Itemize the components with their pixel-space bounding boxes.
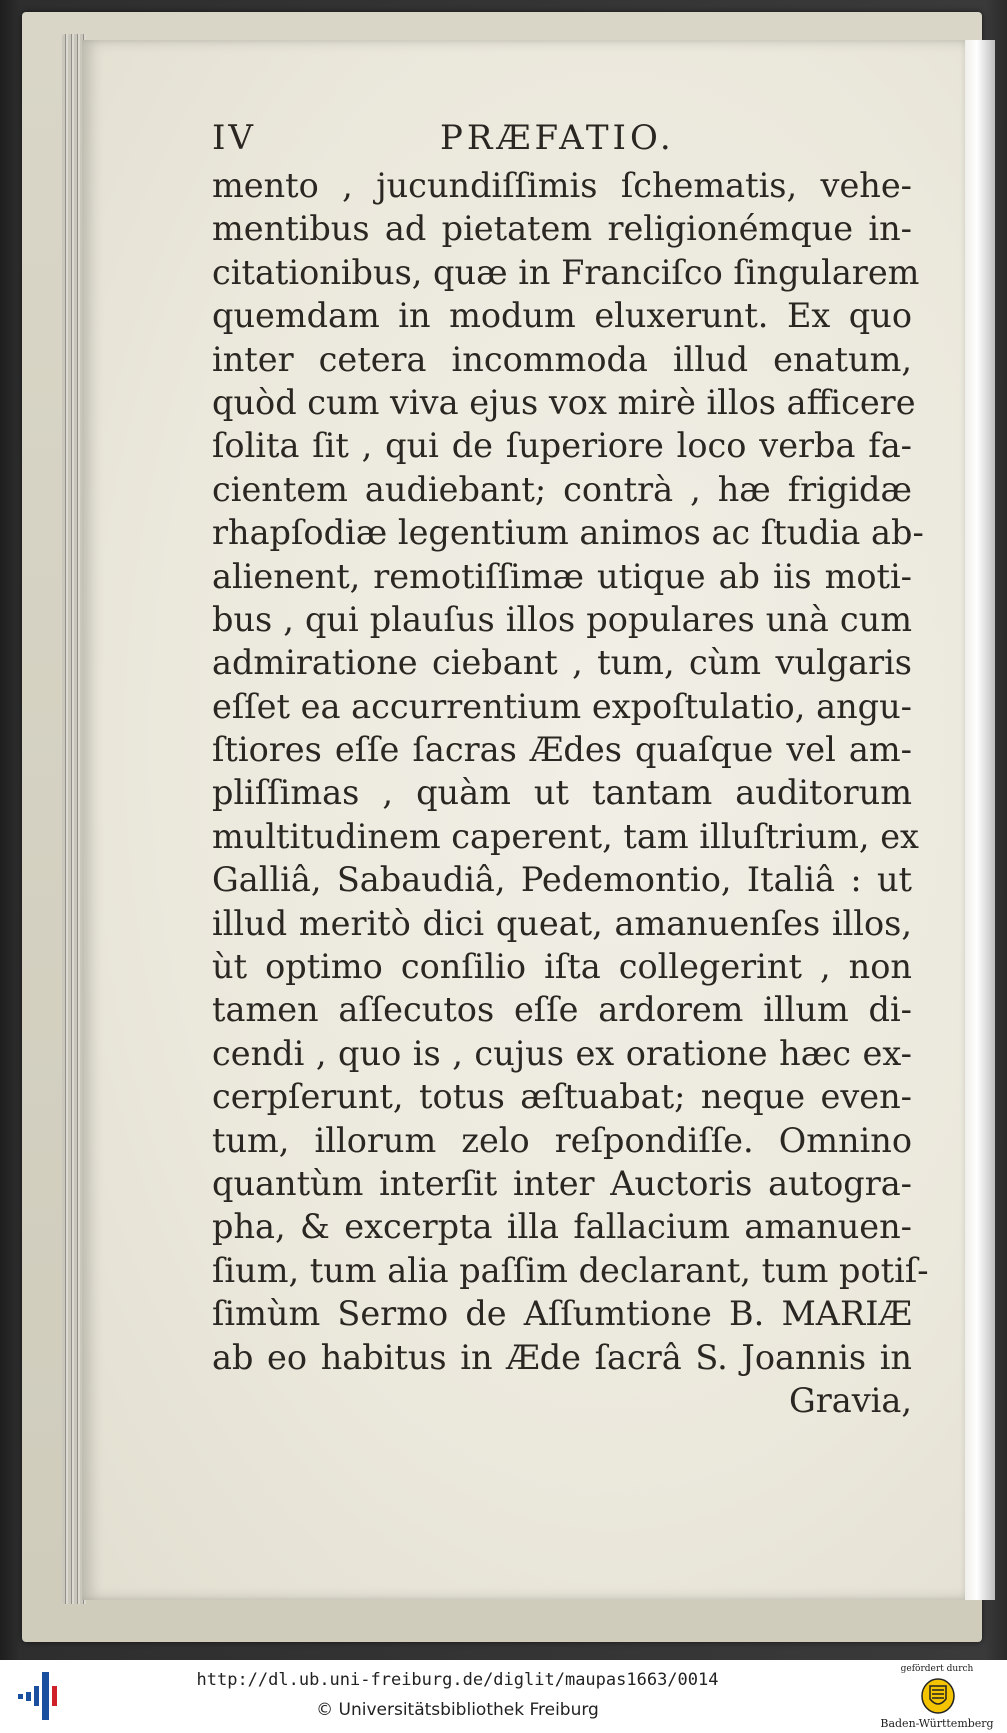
baden-wuerttemberg-crest-icon [920, 1677, 956, 1715]
text-line: tamen aſſecutos eſſe ardorem illum di- [212, 990, 912, 1030]
text-line: pliſſimas , quàm ut tantam auditorum [212, 773, 912, 813]
page-number: IV [212, 118, 256, 158]
text-line: quantùm interſit inter Auctoris autogra- [212, 1163, 912, 1203]
right-page-fold [965, 40, 995, 1600]
text-line: quemdam in modum eluxerunt. Ex quo [212, 296, 912, 336]
text-line: ſimùm Sermo de Aſſumtione B. MARIÆ [212, 1294, 912, 1334]
text-line: cendi , quo is , cujus ex oratione hæc ex- [212, 1033, 912, 1073]
text-line: mentibus ad pietatem religionémque in- [212, 209, 912, 249]
text-line: citationibus, quæ in Franciſco ſingularem [212, 252, 920, 292]
text-line: Galliâ, Sabaudiâ, Pedemontio, Italiâ : ut [212, 860, 912, 900]
text-line: illud meritò dici queat, amanuenſes illos, [212, 903, 912, 943]
text-lines [212, 164, 929, 1379]
sponsor-badge [872, 1662, 1002, 1732]
text-line: inter cetera incommoda illud enatum, [212, 339, 912, 379]
text-line: ſtiores eſſe ſacras Ædes quaſque vel am- [212, 730, 912, 770]
permalink-url[interactable]: http://dl.ub.uni-freiburg.de/diglit/maupas1663/0014 [196, 1670, 719, 1690]
sponsor-label: gefördert durch [900, 1664, 974, 1674]
text-line: rhapſodiæ legentium animos ac ſtudia ab- [212, 513, 924, 553]
text-line: bus , qui plauſus illos populares unà cum [212, 599, 912, 639]
copyright-notice: © Universitätsbibliothek Freiburg [316, 1700, 599, 1720]
text-line: eſſet ea accurrentium expoſtulatio, angu- [212, 686, 912, 726]
catchword: Gravia, [788, 1380, 912, 1420]
page-text [212, 118, 929, 1422]
text-line: ùt optimo conſilio iſta collegerint , non [212, 947, 912, 987]
text-line: multitudinem caperent, tam illuſtrium, ex [212, 816, 919, 856]
running-head [212, 118, 912, 164]
text-line: ſium, tum alia paſſim declarant, tum potiſ- [212, 1250, 929, 1290]
viewer-footer [0, 1660, 1007, 1733]
text-line: quòd cum viva ejus vox mirè illos afficere [212, 382, 916, 422]
sponsor-region: Baden-Württemberg [880, 1717, 994, 1730]
text-line: mento , jucundiſſimis ſchematis, vehe- [212, 166, 912, 205]
text-line: cientem audiebant; contrà , hæ frigidæ [212, 469, 912, 509]
text-line: admiratione ciebant , tum, cùm vulgaris [212, 643, 912, 683]
text-line: tum, illorum zelo reſpondiſſe. Omnino [212, 1120, 912, 1160]
text-line: ab eo habitus in Æde ſacrâ S. Joannis in [212, 1337, 912, 1377]
running-title: PRÆFATIO. [440, 118, 675, 158]
text-line: pha, & excerpta illa fallacium amanuen- [212, 1207, 912, 1247]
text-line: cerpſerunt, totus æſtuabat; neque even- [212, 1077, 912, 1117]
text-line: ſolita ſit , qui de ſuperiore loco verba fa- [212, 426, 912, 466]
text-line: alienent, remotiſſimæ utique ab iis moti- [212, 556, 912, 596]
